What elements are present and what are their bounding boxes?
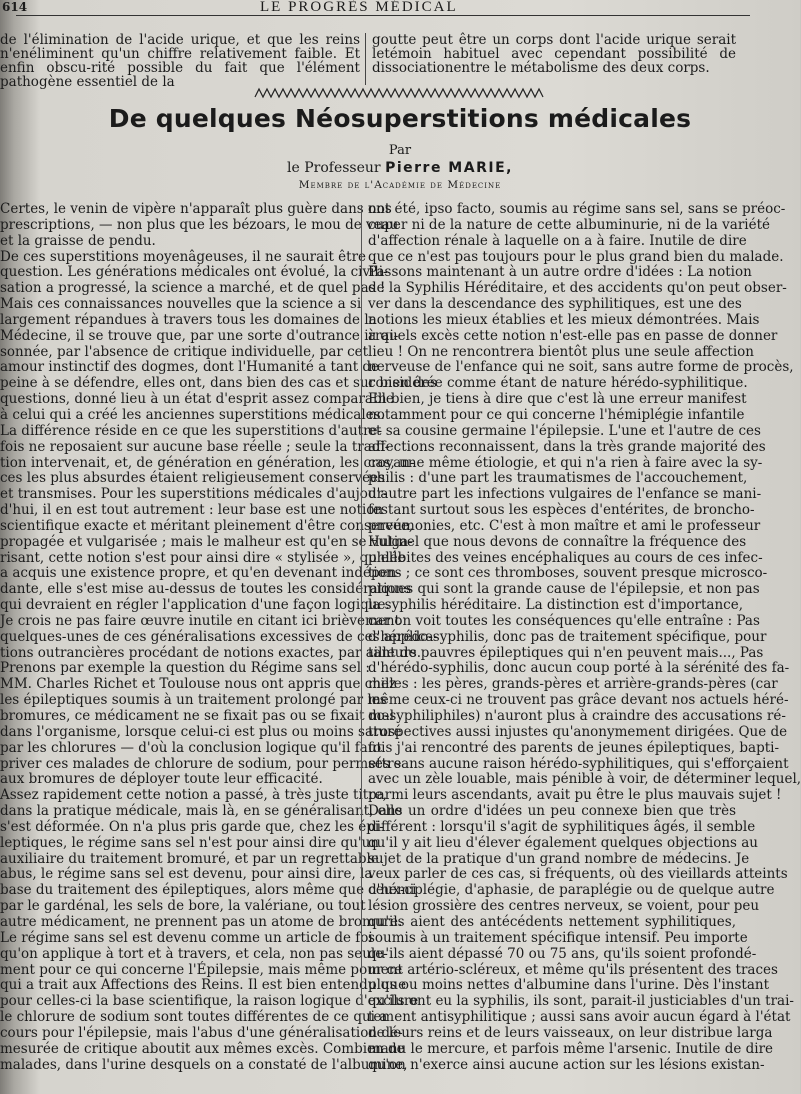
text-line: d'hémiplégie, d'aphasie, de paraplégie ou de quelque autre [368,882,775,899]
text-line: Hutinel que nous devons de connaître la fréquence des [368,533,747,550]
text-line: goutte peut être un corps dont l'acide urique serait le [372,32,736,62]
text-line: piques qui sont la grande cause de l'épilepsie, et non pas [368,581,760,598]
text-line: de l'élimination de l'acide urique, et que les reins n'en [0,32,360,62]
text-line: qu'ils ont eu la syphilis, ils sont, parait-il justiciables d'un trai- [368,993,794,1010]
text-line: auxiliaire du traitement bromuré, et par un regrettable [0,850,379,867]
author-line [0,160,800,176]
text-line: pneumonies, etc. C'est à mon maître et ami le professeur [368,517,761,534]
text-line: sujet de la pratique d'un grand nombre de médecins. Je [368,850,750,867]
left-column [0,201,438,1073]
text-line: mesurée de critique aboutit aux mêmes excès. Combien de [0,1040,405,1057]
text-line: phlébites des veines encéphaliques au cours de ces infec- [368,549,763,566]
text-line: différent : lorsqu'il s'agit de syphilitiques âgés, il semble [368,818,756,835]
text-line: ment pour ce qui concerne l'Épilepsie, mais même pour ce [0,961,403,978]
text-line: lésion grossière des centres nerveux, se voient, pour peu [368,898,760,915]
text-line: Je crois ne pas faire œuvre inutile en citant ici brièvement [0,612,400,629]
text-line: leptiques, le régime sans sel n'est pour ainsi dire qu'un [0,834,380,851]
text-line: aux bromures de déployer toute leur efficacité. [0,771,323,788]
text-line: prescriptions, — non plus que les bézoars, le mou de veau [0,216,399,233]
text-line: tion intervenait, et, de génération en génération, les croyan- [0,454,415,471]
text-line: milles : les pères, grands-pères et arrière-grands-pères (car [368,676,778,693]
text-line: De ces superstitions moyenâgeuses, il ne saurait être [0,248,367,265]
text-line: risant, cette notion s'est pour ainsi dire « stylisée », qu'elle [0,549,406,566]
text-line: rité possible du fait que l'élément pathogène essentiel de la [0,60,360,90]
text-line: Certes, le venin de vipère n'apparaît plus guère dans nos [0,201,392,217]
text-line: peine à se défendre, elles ont, dans bien des cas et sur bien des [0,375,437,392]
text-line: Mais ces connaissances nouvelles que la science a si [0,296,362,313]
text-line: fois ne reposaient sur aucune base réelle ; seule la tradi- [0,438,390,455]
text-line: dans la pratique médicale, mais là, en se généralisant, elle [0,803,403,820]
text-line: que ce n'est pas toujours pour le plus grand bien du malade. [368,248,784,265]
text-line: quelques-unes de ces généralisations excessives de ces applica- [0,628,438,645]
byline-par: Par [388,143,412,158]
text-line: question. Les générations médicales ont évolué, la civili- [0,264,388,281]
text-line: qu'on applique à tort et à travers, et cela, non pas seule- [0,945,388,962]
text-line: avec un zèle louable, mais pénible à voir, de déterminer lequel, [368,771,801,788]
text-line: d'autre part les infections vulgaires de l'enfance se mani- [368,486,762,503]
text-line: par les chlorures — d'où la conclusion logique qu'il faut [0,739,382,756]
text-line: soumis à un traitement spécifique intensif. Peu importe [368,929,748,946]
text-line: autre médicament, ne prennent pas un atome de bromure. [0,913,403,930]
text-line: dans l'organisme, lorsque celui-ci est plus ou moins saturé [0,723,402,740]
text-line: qu'on n'exerce ainsi aucune action sur les lésions existan- [368,1056,765,1073]
text-line: de la Syphilis Héréditaire, et des accidents qu'on peut obser- [368,280,787,297]
text-line: ont été, ipso facto, soumis au régime sans sel, sans se préoc- [368,201,786,217]
text-line: nerveuse de l'enfance qui ne soit, sans autre forme de procès, [368,359,794,376]
text-line: La différence réside en ce que les superstitions d'autre- [0,422,383,439]
text-line: de leurs reins et de leurs vaisseaux, on leur distribue larga [368,1024,773,1041]
text-line: le chlorure de sodium sont toutes différentes de ce qui a [0,1009,388,1026]
header-rule [16,15,750,16]
text-line: éliminent qu'un chiffre relativement faible. Et enfin obscu- [0,46,360,76]
text-line: ces les plus absurdes étaient religieusement conservées [0,470,386,487]
text-line: sés sans aucune raison hérédo-syphilitiques, qui s'efforçaient [368,755,789,772]
text-line: questions, donné lieu à un état d'esprit assez comparable [0,391,394,408]
text-line: malades, dans l'urine desquels on a constaté de l'albumine, [0,1056,408,1073]
text-line: ver dans la descendance des syphilitiques, est une des [368,296,742,313]
text-line: ment artério-scléreux, et même qu'ils présentent des traces [368,961,778,978]
author-prefix: le Professeur [287,160,381,176]
right-column [368,201,801,1073]
text-line: qu'ils aient des antécédents nettement syphilitiques, [368,913,736,930]
text-line: a acquis une existence propre, et qu'en devenant indépen- [0,565,401,582]
text-line: d'affection rénale à laquelle on a à faire. Inutile de dire [368,232,747,249]
text-line: même ceux-ci ne trouvent pas grâce devant nos actuels héré- [368,692,789,709]
previous-article-left [0,33,360,89]
text-line: dante, elle s'est mise au-dessus de toutes les considérations [0,581,412,598]
text-line: MM. Charles Richet et Toulouse nous ont appris que chez [0,676,397,693]
text-line: festant surtout sous les espèces d'entérites, de broncho- [368,502,755,519]
text-line: et transmises. Pour les superstitions médicales d'aujour- [0,486,388,503]
text-line: car on voit toutes les conséquences qu'elle entraîne : Pas [368,612,760,629]
top-column-divider [365,33,366,85]
text-line: cuper ni de la nature de cette albuminurie, ni de la variété [368,216,771,233]
text-line: philis : d'une part les traumatismes de l'accouchement, [368,470,748,487]
text-line: la syphilis héréditaire. La distinction est d'importance, [368,597,744,614]
author-name: Pierre MARIE, [385,160,513,176]
text-line: tions ; ce sont ces thromboses, souvent presque microsco- [368,565,768,582]
page-header [0,0,800,16]
article-title: De quelques Néosuperstitions médicales [108,104,692,133]
text-line: qu'ils aient dépassé 70 ou 75 ans, qu'ils soient profondé- [368,945,757,962]
text-line: sonnée, par l'absence de critique individuelle, par cet [0,343,369,360]
text-line: sation a progressé, la science a marché, et de quel pas ! [0,280,386,297]
text-line: abus, le régime sans sel est devenu, pour ainsi dire, la [0,866,373,883]
text-line: lieu ! On ne rencontrera bientôt plus une seule affection [368,343,754,360]
text-line: bromures, ce médicament ne se fixait pas ou se fixait mal [0,708,395,724]
text-line: cas, une même étiologie, et qui n'a rien à faire avec la sy- [368,454,763,471]
text-line: fois j'ai rencontré des parents de jeunes épileptiques, bapti- [368,739,780,756]
text-line: Passons maintenant à un autre ordre d'idées : La notion [368,264,752,281]
text-line: qui devraient en régler l'application d'une façon logique. [0,597,390,614]
text-line: considérée comme étant de nature hérédo-syphilitique. [368,375,748,392]
ornamental-divider [255,88,545,98]
text-line: à celui qui a créé les anciennes superstitions médicales. [0,406,385,423]
text-line: base du traitement des épileptiques, alors même que ceux-ci [0,882,417,899]
text-line: scientifique exacte et méritant pleinement d'être conservée, [0,517,414,534]
text-line: témoin habituel avec cependant possibilité de dissociation [372,46,736,76]
text-line: et sa cousine germaine l'épilepsie. L'une et l'autre de ces [368,422,761,439]
author-affiliation: Membre de l'Académie de Médecine [298,179,502,191]
column-divider [361,205,362,1005]
text-line: trospectives aussi injustes qu'anonymement dirigées. Que de [368,723,788,740]
text-line: Le régime sans sel est devenu comme un article de foi [0,929,373,946]
text-line: s'est déformée. On n'a plus pris garde que, chez les épi- [0,818,384,835]
text-line: do-syphiliphiles) n'auront plus à craindre des accusations ré- [368,708,786,724]
text-line: plus ou moins nettes d'albumine dans l'urine. Dès l'instant [368,977,769,994]
text-line: amour instinctif des dogmes, dont l'Humanité a tant de [0,359,380,376]
text-line: Assez rapidement cette notion a passé, à très juste titre, [0,787,387,804]
text-line: cours pour l'épilepsie, mais l'abus d'une généralisation dé- [0,1024,403,1041]
text-line: qui a trait aux Affections des Reins. Il est bien entendu que [0,977,407,994]
text-line: tement antisyphilitique ; aussi sans avoir aucun égard à l'état [368,1009,791,1026]
text-line: tant de pauvres épileptiques qui n'en peuvent mais..., Pas [368,644,764,661]
text-line: à quels excès cette notion n'est-elle pas en passe de donner [368,327,778,344]
text-line: tions outrancières procédant de notions exactes, par ailleurs. [0,644,422,661]
text-line: et la graisse de pendu. [0,232,156,249]
running-head: LE PROGRÈS MÉDICAL [260,0,458,15]
text-line: Eh bien, je tiens à dire que c'est là une erreur manifest [368,391,747,408]
text-line: entre le métabolisme des deux corps. [453,60,710,76]
text-line: priver ces malades de chlorure de sodium, pour permettre [0,755,402,772]
text-line: pour celles-ci la base scientifique, la raison logique d'exclure [0,993,419,1010]
text-line: d'hérédo-syphilis, donc aucun coup porté à la sérénité des fa- [368,660,790,677]
text-line: d'hui, il en est tout autrement : leur base est une notion [0,502,384,519]
text-line: Médecine, il se trouve que, par une sorte d'outrance irrai- [0,327,399,344]
text-line: parmi leurs ascendants, avait pu être le plus mauvais sujet ! [368,787,782,804]
text-line: qu'il y ait lieu d'élever également quelques objections au [368,834,759,851]
text-line: par le gardénal, les sels de bore, la valériane, ou tout [0,898,366,915]
text-line: propagée et vulgarisée ; mais le malheur est qu'en se vulga- [0,533,413,550]
text-line: d'hérédo-syphilis, donc pas de traitement spécifique, pour [368,628,767,645]
text-line: Prenons par exemple la question du Régime sans sel : [0,660,370,677]
page-number: 614 [2,0,28,14]
text-line: Dans un ordre d'idées un peu connexe bien que très [368,803,736,820]
text-line: veux parler de ces cas, si fréquents, où des vieillards atteints [368,866,788,883]
text-line: les épileptiques soumis à un traitement prolongé par les [0,692,387,709]
text-line: affections reconnaissent, dans la très grande majorité des [368,438,766,455]
text-line: manu le mercure, et parfois même l'arsenic. Inutile de dire [368,1040,774,1057]
text-line: largement répandues à travers tous les domaines de la [0,311,377,328]
text-line: notions les mieux établies et les mieux démontrées. Mais [368,311,760,328]
previous-article-right [372,33,736,75]
text-line: notamment pour ce qui concerne l'hémiplégie infantile [368,406,745,423]
